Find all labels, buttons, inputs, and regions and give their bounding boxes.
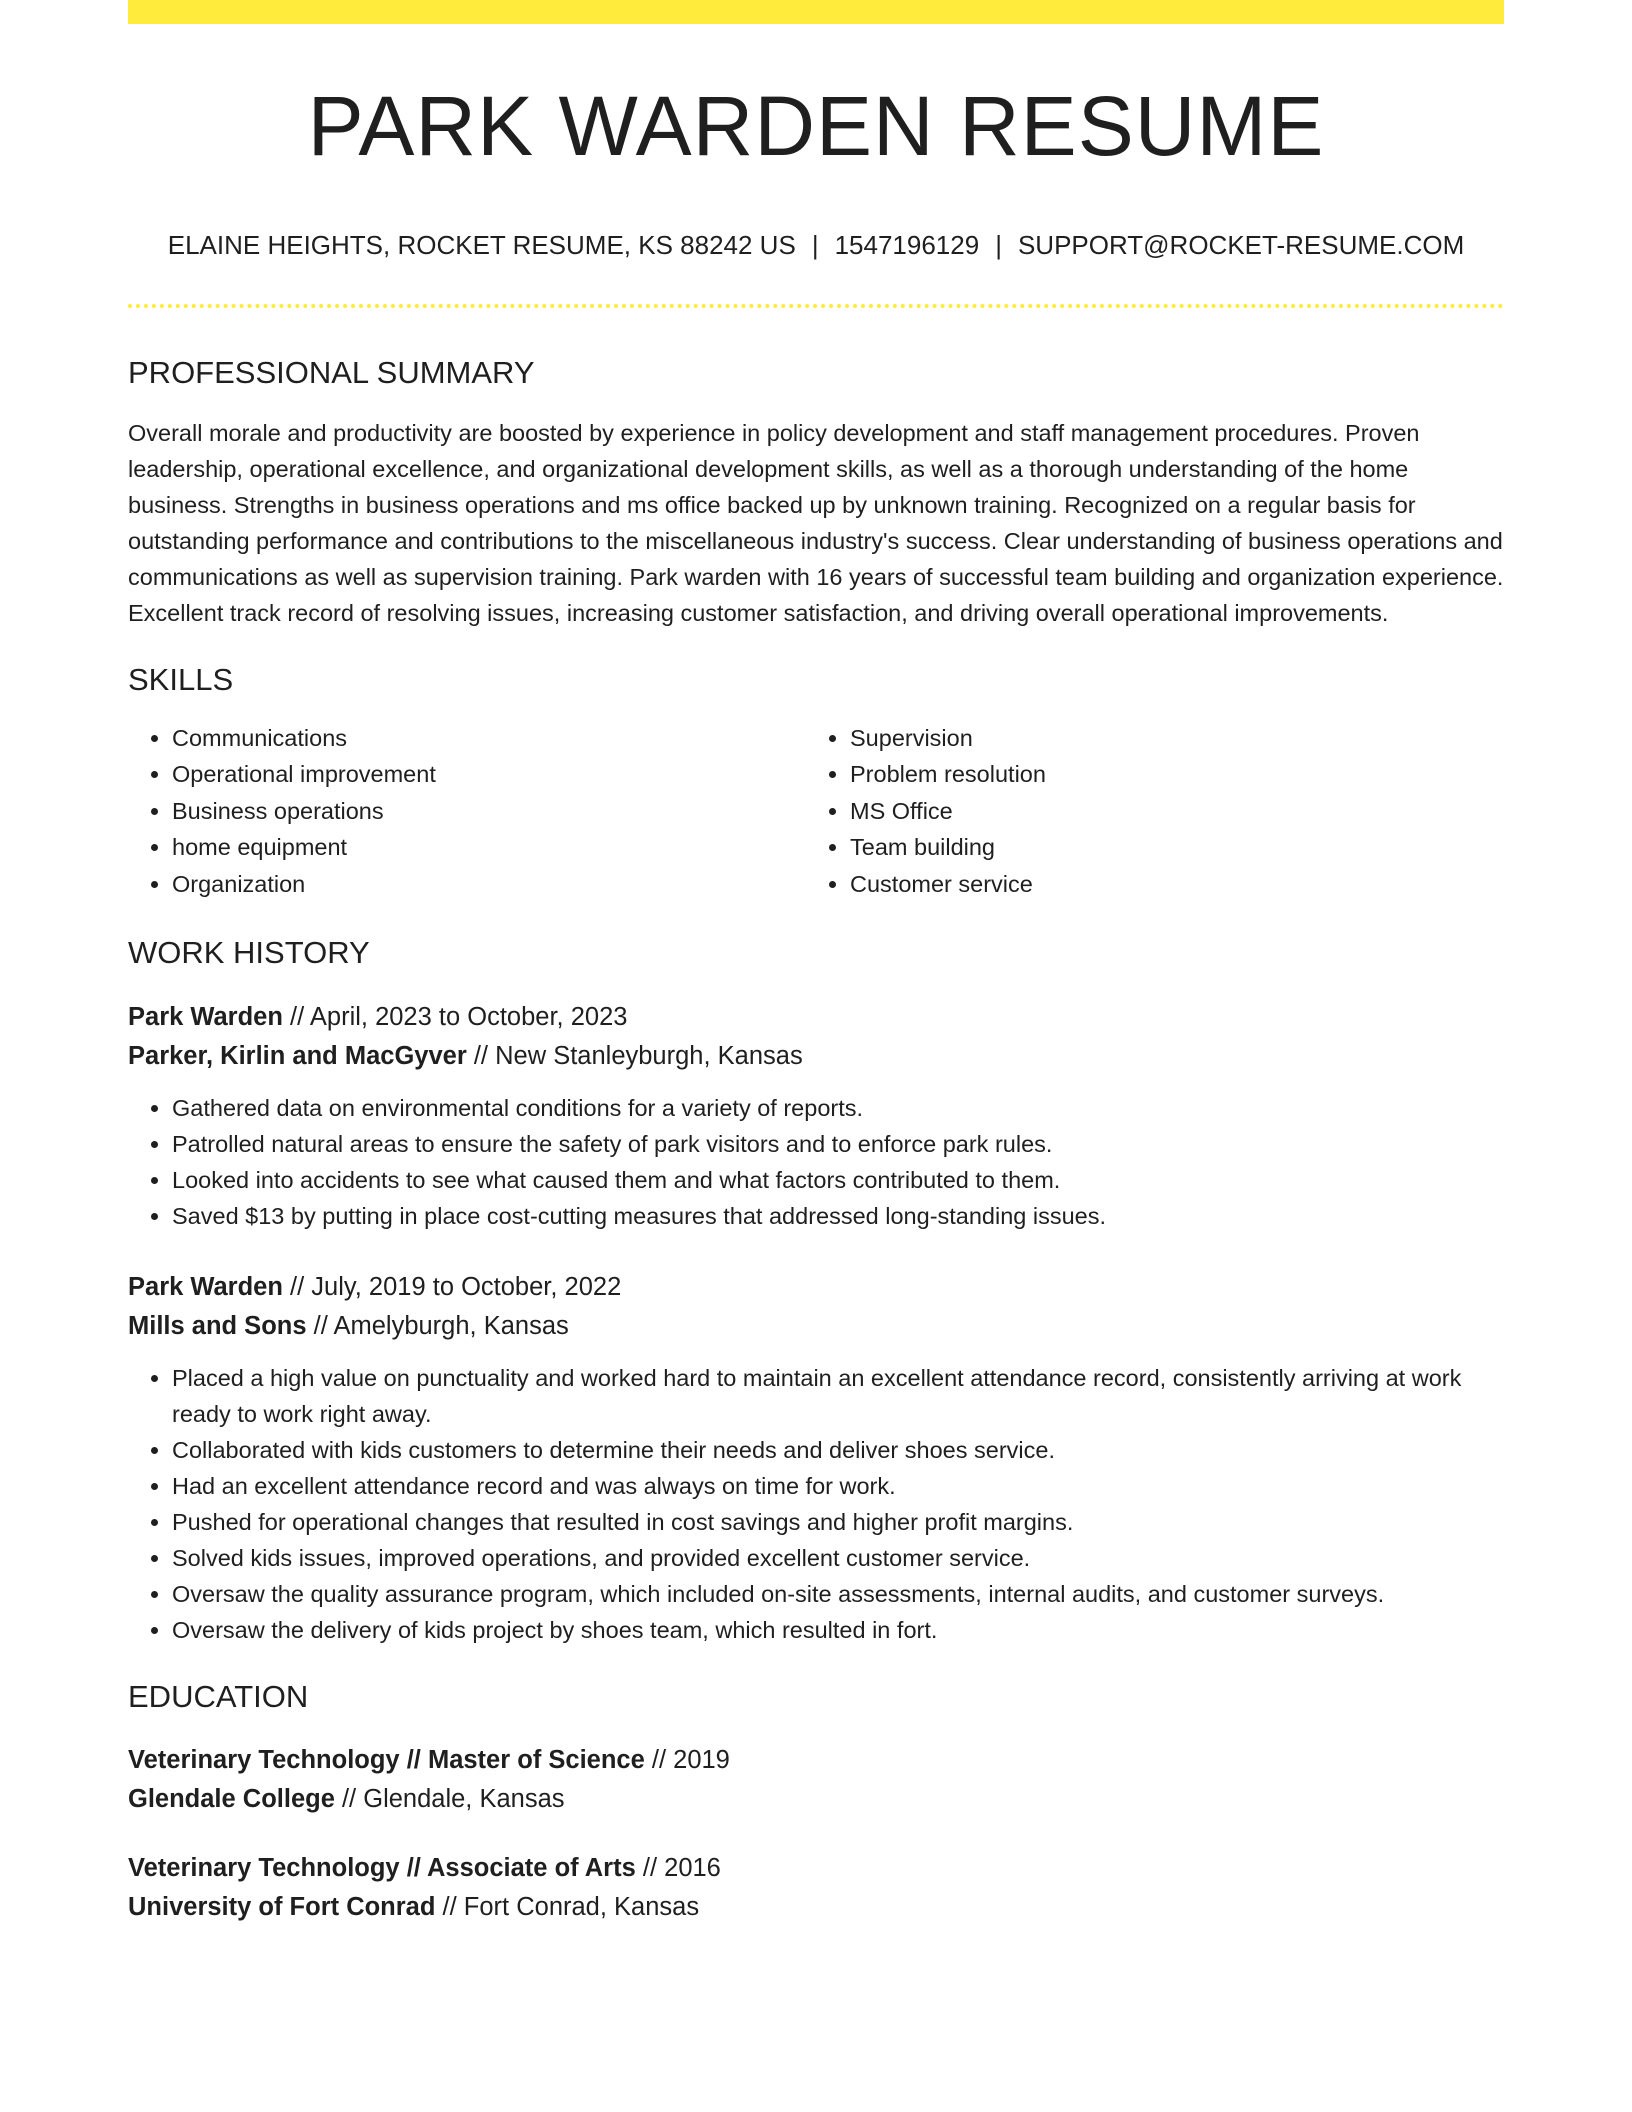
skills-column-left xyxy=(128,720,806,903)
resume-page xyxy=(128,0,1504,1927)
field-separator: // xyxy=(282,1272,312,1301)
education-degree: Veterinary Technology // Master of Science xyxy=(128,1745,645,1774)
skill-item: • home equipment xyxy=(172,829,806,866)
job-entry xyxy=(128,1268,1504,1648)
job-title: Park Warden xyxy=(128,1272,283,1301)
job-bullet: • Looked into accidents to see what caused them and what factors contributed to them. xyxy=(172,1162,1504,1198)
work-history-heading: WORK HISTORY xyxy=(128,935,370,971)
page-title: PARK WARDEN RESUME xyxy=(307,79,1325,173)
contact-address: ELAINE HEIGHTS, ROCKET RESUME, KS 88242 US xyxy=(167,230,796,261)
skill-item: • Communications xyxy=(172,720,806,757)
skills-section xyxy=(128,661,1504,903)
field-separator: // xyxy=(282,1002,310,1031)
job-bullet: • Pushed for operational changes that resulted in cost savings and higher profit margins. xyxy=(172,1504,1504,1540)
education-school-line xyxy=(128,1888,1504,1927)
job-title-line xyxy=(128,1268,1504,1307)
accent-bar xyxy=(128,0,1504,24)
skills-grid xyxy=(128,720,1504,903)
skill-item: • MS Office xyxy=(850,793,1484,830)
job-bullet: • Placed a high value on punctuality and worked hard to maintain an excellent attendance record, consistently arriving at work ready to work right away. xyxy=(172,1360,1504,1432)
field-separator: // xyxy=(435,1892,464,1921)
job-bullet: • Had an excellent attendance record and was always on time for work. xyxy=(172,1468,1504,1504)
education-school: University of Fort Conrad xyxy=(128,1892,436,1921)
field-separator: // xyxy=(466,1041,496,1070)
summary-text: Overall morale and productivity are boosted by experience in policy development and staff management procedures. Proven leadership, operational excellence, and organizational development skills, as well as a thorough understanding of the home business. Strengths in business operations and ms office backed up by unknown training. Recognized on a regular basis for outstanding performance and contributions to the miscellaneous industry's success. Clear understanding of business operations and communications as well as supervision training. Park warden with 16 years of successful team building and organization experience. Excellent track record of resolving issues, increasing customer satisfaction, and driving overall operational improvements. xyxy=(128,419,1504,626)
field-separator: // xyxy=(306,1311,334,1340)
contact-phone: 1547196129 xyxy=(834,230,980,261)
job-bullet: • Solved kids issues, improved operations, and provided excellent customer service. xyxy=(172,1540,1504,1576)
education-location: Glendale, Kansas xyxy=(363,1784,565,1813)
job-bullets xyxy=(128,1090,1504,1234)
job-dates: July, 2019 to October, 2022 xyxy=(311,1272,622,1301)
job-bullet: • Gathered data on environmental conditions for a variety of reports. xyxy=(172,1090,1504,1126)
skill-item: • Team building xyxy=(850,829,1484,866)
work-history-section xyxy=(128,934,1504,1647)
job-entry xyxy=(128,998,1504,1234)
contact-email[interactable]: SUPPORT@ROCKET-RESUME.COM xyxy=(1017,230,1465,261)
header-divider xyxy=(128,304,1504,308)
job-title-line xyxy=(128,998,1504,1037)
job-bullet: • Oversaw the quality assurance program, which included on-site assessments, internal audits, and customer surveys. xyxy=(172,1576,1504,1612)
education-year: 2016 xyxy=(664,1853,721,1882)
education-heading: EDUCATION xyxy=(128,1678,309,1714)
skill-item: • Supervision xyxy=(850,720,1484,757)
skill-item: • Business operations xyxy=(172,793,806,830)
job-bullet: • Oversaw the delivery of kids project by shoes team, which resulted in fort. xyxy=(172,1612,1504,1648)
education-year: 2019 xyxy=(673,1745,730,1774)
field-separator: // xyxy=(635,1853,665,1882)
job-company: Mills and Sons xyxy=(128,1311,307,1340)
education-entry xyxy=(128,1741,1504,1819)
job-bullets xyxy=(128,1360,1504,1648)
summary-section xyxy=(128,354,1504,631)
education-school: Glendale College xyxy=(128,1784,335,1813)
job-location: Amelyburgh, Kansas xyxy=(333,1311,569,1340)
education-location: Fort Conrad, Kansas xyxy=(463,1892,700,1921)
education-section xyxy=(128,1678,1504,1927)
contact-separator: | xyxy=(995,230,1002,261)
skill-item: • Customer service xyxy=(850,866,1484,903)
job-location: New Stanleyburgh, Kansas xyxy=(495,1041,803,1070)
skill-item: • Organization xyxy=(172,866,806,903)
skills-column-right xyxy=(806,720,1484,903)
field-separator: // xyxy=(334,1784,364,1813)
job-dates: April, 2023 to October, 2023 xyxy=(309,1002,628,1031)
skill-item: • Problem resolution xyxy=(850,756,1484,793)
summary-heading: PROFESSIONAL SUMMARY xyxy=(128,354,535,390)
skill-item: • Operational improvement xyxy=(172,756,806,793)
skills-heading: SKILLS xyxy=(128,661,234,697)
contact-line xyxy=(128,230,1504,261)
job-company: Parker, Kirlin and MacGyver xyxy=(128,1041,467,1070)
education-entry xyxy=(128,1849,1504,1927)
education-degree-line xyxy=(128,1849,1504,1888)
job-company-line xyxy=(128,1037,1504,1076)
education-degree-line xyxy=(128,1741,1504,1780)
education-degree: Veterinary Technology // Associate of Arts xyxy=(128,1853,636,1882)
contact-separator: | xyxy=(811,230,819,261)
job-title: Park Warden xyxy=(128,1002,283,1031)
job-bullet: • Collaborated with kids customers to determine their needs and deliver shoes service. xyxy=(172,1432,1504,1468)
field-separator: // xyxy=(644,1745,674,1774)
job-company-line xyxy=(128,1307,1504,1346)
job-bullet: • Patrolled natural areas to ensure the safety of park visitors and to enforce park rules. xyxy=(172,1126,1504,1162)
job-bullet: • Saved $13 by putting in place cost-cutting measures that addressed long-standing issues. xyxy=(172,1198,1504,1234)
education-school-line xyxy=(128,1780,1504,1819)
